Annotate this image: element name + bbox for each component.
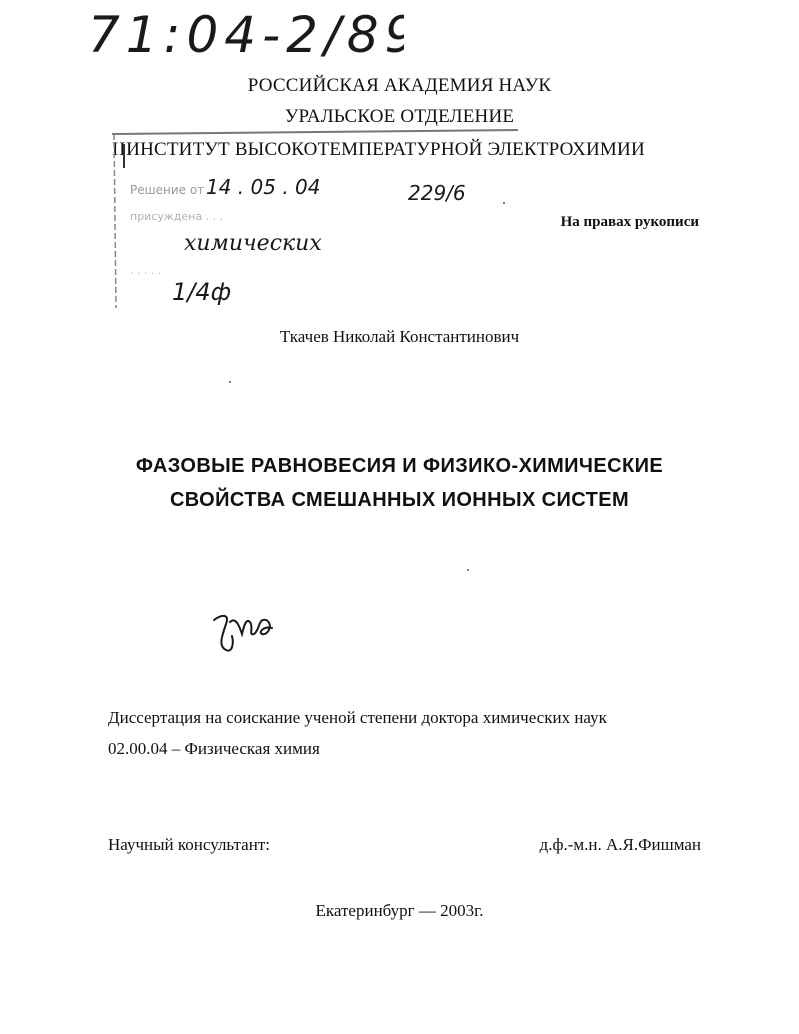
scan-speck: [503, 202, 505, 204]
handwritten-signature: [208, 606, 280, 662]
scan-speck: [467, 569, 469, 571]
consultant-name: д.ф.-м.н. А.Я.Фишман: [539, 835, 701, 854]
stamp-handwritten-number: 229/6: [408, 181, 466, 205]
stamp-handwritten-word: химических: [184, 231, 322, 256]
org-academy: РОССИЙСКАЯ АКАДЕМИЯ НАУК: [247, 75, 552, 96]
handwritten-number-drawing: [84, 2, 404, 64]
signature-stroke: [214, 616, 272, 651]
stamp-faint-line-2: присуждена . . .: [130, 210, 224, 223]
handwritten-number-text: 71:04-2/89: [88, 6, 404, 64]
org-branch: УРАЛЬСКОЕ ОТДЕЛЕНИЕ: [284, 106, 515, 127]
consultant-label: Научный консультант:: [108, 835, 270, 854]
signature-drawing: [208, 606, 280, 662]
dissertation-specialty: 02.00.04 – Физическая химия: [108, 739, 320, 758]
stamp-handwritten-date: 14 . 05 . 04: [206, 175, 321, 199]
stamp-handwritten-bottom: 1/4ф: [172, 278, 232, 306]
stamp-faint-line-1: Решение от: [130, 183, 205, 197]
thesis-title-line-2: СВОЙСТВА СМЕШАННЫХ ИОННЫХ СИСТЕМ: [169, 489, 630, 511]
library-stamp-drawing: [110, 128, 520, 318]
dissertation-degree: Диссертация на соискание ученой степени доктора химических наук: [108, 708, 607, 727]
author-name: Ткачев Николай Константинович: [279, 327, 520, 346]
stamp-frame-left: [114, 134, 116, 308]
org-institute-text: ИНСТИТУТ ВЫСОКОТЕМПЕРАТУРНОЙ ЭЛЕКТРОХИМИИ: [126, 139, 645, 160]
stamp-frame-top: [112, 130, 518, 134]
manuscript-rights-note: На правах рукописи: [560, 214, 699, 230]
library-stamp: [110, 128, 520, 318]
scan-speck: [229, 381, 231, 383]
stamp-faint-line-3: . . . . .: [130, 264, 162, 277]
city-year: Екатеринбург — 2003г.: [315, 901, 484, 920]
handwritten-archive-number: [84, 2, 404, 64]
stamp-prefix-letters: I I: [112, 139, 127, 160]
thesis-title-line-1: ФАЗОВЫЕ РАВНОВЕСИЯ И ФИЗИКО-ХИМИЧЕСКИЕ: [135, 455, 664, 477]
